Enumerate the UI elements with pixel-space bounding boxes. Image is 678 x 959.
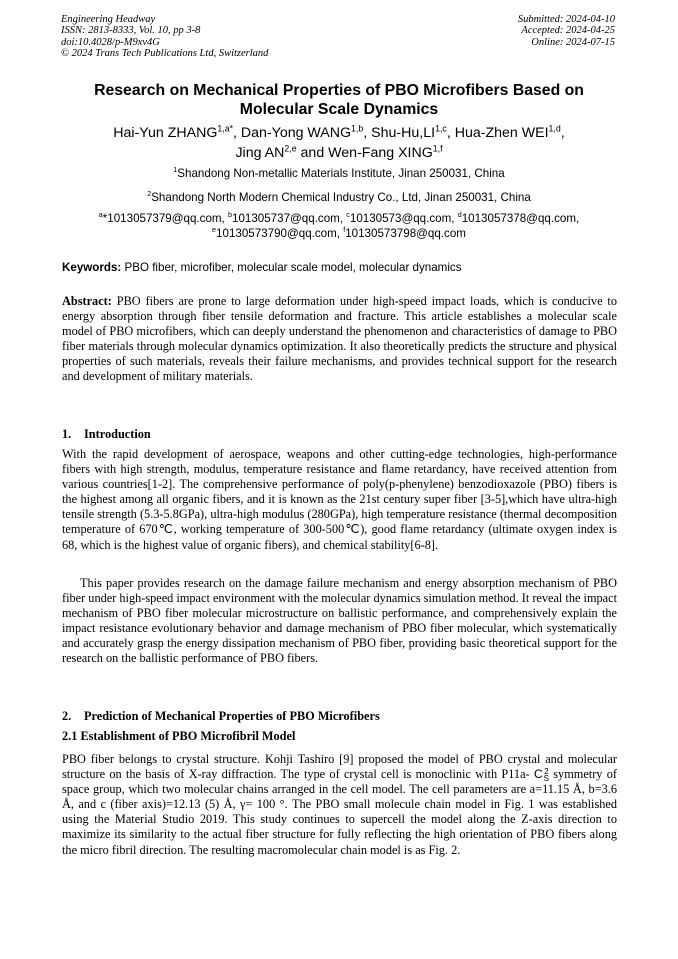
section-number: 1. bbox=[62, 427, 72, 441]
journal-name: Engineering Headway bbox=[61, 14, 156, 25]
author-separator: , bbox=[233, 125, 241, 141]
section-title: Introduction bbox=[84, 427, 151, 441]
author-affiliation-mark: 1,d bbox=[548, 123, 561, 134]
email-address[interactable]: 10130573790@qq.com bbox=[216, 227, 337, 240]
author-affiliation-mark: 2,e bbox=[284, 142, 297, 153]
abstract-paragraph bbox=[62, 294, 617, 385]
email-mark: b bbox=[228, 210, 232, 220]
email-address[interactable]: 1013057378@qq.com bbox=[461, 212, 576, 225]
paragraph-text: symmetry of space group, which two molecular chains arranged in the cell model. The cell parameters are a=11.15 Å, b=3.6 Å, and c (fiber axis)=12.13 (5) Å, γ= 100 °. The PBO small molecule chain model in Fig. 1 was established using the Material Studio 2019. This study continues to supercell the model along the Z-axis direction to maximize its similarity to the actual fiber structure for fully reflecting the high orientation of PBO fibers along the micro fibril direction. The resulting macromolecular chain model is as Fig. 2. bbox=[62, 767, 618, 857]
email-mark: d bbox=[457, 210, 462, 220]
author-separator: , bbox=[560, 125, 565, 141]
author-name: Dan-Yong WANG bbox=[240, 125, 352, 141]
dates-header bbox=[518, 14, 615, 48]
doi-line[interactable]: doi:10.4028/p-M9xv4G bbox=[61, 36, 160, 48]
paragraph-text: PBO fiber belongs to crystal structure. Kohji Tashiro [9] proposed the model of PBO crystal and molecular structure on the basis of X-ray diffraction. The type of crystal cell is monoclinic with P11a- bbox=[62, 752, 617, 782]
section2-paragraph-1 bbox=[62, 752, 617, 858]
email-address[interactable]: 101305737@qq.com bbox=[232, 212, 340, 225]
author-affiliation-mark: 1,c bbox=[435, 123, 447, 134]
author-name: Shu-Hu,LI bbox=[371, 125, 436, 141]
email-address[interactable]: 10130573@qq.com bbox=[349, 212, 452, 225]
section-number: 2. bbox=[62, 709, 72, 723]
keywords-label: Keywords: bbox=[62, 261, 122, 274]
author-list bbox=[60, 124, 618, 163]
author-name: Jing AN bbox=[235, 144, 285, 161]
email-address[interactable]: *1013057379@qq.com bbox=[102, 212, 222, 225]
introduction-paragraph-1: With the rapid development of aerospace, weapons and other cutting-edge technologies, high-performance fibers with high strength, modulus, temperature resistance and flame retardancy, have received attention from various countries[1-2]. The comprehensive performance of poly(p-phenylene) benzodioxazole (PBO) fibers is the highest among all organic fibers, and it is known as the 21st century super fiber [3-5],which have ultra-high tensile strength (5.3-5.8GPa), ultra-high modulus (280GPa), high temperature resistance (thermal decomposition temperature of 670℃, working temperature of 300-500℃), good flame retardancy (ultimate oxygen index is 68, which is the highest value of organic fibers), and chemical stability[6-8]. bbox=[62, 447, 617, 552]
issn-line: ISSN: 2813-8333, Vol. 10, pp 3-8 bbox=[61, 25, 201, 37]
accepted-date: Accepted: 2024-04-25 bbox=[521, 25, 615, 37]
subsection-heading: 2.1 Establishment of PBO Microfibril Model bbox=[62, 729, 296, 743]
email-mark: e bbox=[212, 225, 217, 235]
author-affiliation-mark: 1,a* bbox=[217, 123, 234, 134]
section-title: Prediction of Mechanical Properties of PBO Microfibers bbox=[84, 709, 380, 723]
affiliation-1 bbox=[60, 167, 618, 181]
section-heading-introduction bbox=[62, 427, 151, 442]
abstract-label: Abstract: bbox=[62, 294, 112, 308]
author-name: Hai-Yun ZHANG bbox=[113, 125, 218, 141]
introduction-paragraph-2: This paper provides research on the damage failure mechanism and energy absorption mechanism of PBO fiber under high-speed impact environment with the molecular dynamics simulation method. It reveal the impact mechanism of PBO fiber molecular microstructure on ballistic performance, and comprehensively explain the impact resistance evolutionary behavior and damage mechanism of PBO fiber molecular, which systematically and accurately grasp the energy dissipation mechanism of PBO fiber, providing basic theoretical support for the research on the ballistic performance of PBO fibers. bbox=[62, 576, 617, 666]
symbol-sup: 2 bbox=[544, 766, 549, 776]
author-affiliation-mark: 1,f bbox=[432, 142, 443, 153]
journal-header bbox=[61, 14, 268, 59]
symbol-sub: S bbox=[543, 773, 549, 783]
submitted-date: Submitted: 2024-04-10 bbox=[517, 14, 615, 25]
email-address[interactable]: 10130573798@qq.com bbox=[345, 227, 466, 240]
email-mark: f bbox=[343, 225, 346, 235]
keywords-line bbox=[62, 260, 618, 275]
copyright-line: © 2024 Trans Tech Publications Ltd, Switzerland bbox=[61, 47, 269, 59]
affiliation-mark: 2 bbox=[147, 189, 152, 199]
author-affiliation-mark: 1,b bbox=[351, 123, 364, 134]
affiliation-text: Shandong North Modern Chemical Industry Co., Ltd, Jinan 250031, China bbox=[151, 191, 531, 204]
keywords-text: PBO fiber, microfiber, molecular scale model, molecular dynamics bbox=[121, 261, 462, 274]
online-date: Online: 2024-07-15 bbox=[531, 36, 615, 48]
abstract-text: PBO fibers are prone to large deformation under high-speed impact loads, which is conducive to energy absorption through fiber tensile deformation and fracture. This article establishes a molecular scale model of PBO microfibers, which can deeply understand the phenomenon and characteristics of damage to PBO fiber materials through molecular dynamics optimization. It also theoretically predicts the structure and physical properties of such materials, reveals their failure mechanisms, and provides technical support for the research and development of military materials. bbox=[62, 294, 617, 384]
affiliation-text: Shandong Non-metallic Materials Institute, Jinan 250031, China bbox=[177, 167, 505, 180]
author-name: Hua-Zhen WEI bbox=[454, 125, 549, 141]
author-separator: , bbox=[363, 125, 372, 141]
email-list: $^a$*1013057379@qq.com, $^b$101305737@qq.com, $^c$10130573@qq.com, $^d$1013057378@qq.com, $^e$10130573790@qq.com, $^f$10130573798@qq.com bbox=[98, 210, 580, 240]
author-and: and bbox=[296, 144, 329, 161]
symbol-base: C bbox=[533, 767, 543, 782]
email-mark: c bbox=[346, 210, 350, 220]
section-heading-prediction bbox=[62, 709, 380, 724]
author-name: Wen-Fang XING bbox=[328, 144, 433, 161]
paper-title: Research on Mechanical Properties of PBO Microfibers Based on Molecular Scale Dynamics bbox=[94, 82, 584, 118]
email-mark: a bbox=[98, 210, 103, 220]
affiliation-mark: 1 bbox=[173, 165, 178, 175]
affiliation-2 bbox=[60, 191, 618, 205]
author-separator: , bbox=[446, 125, 455, 141]
space-group-symbol bbox=[534, 767, 549, 781]
